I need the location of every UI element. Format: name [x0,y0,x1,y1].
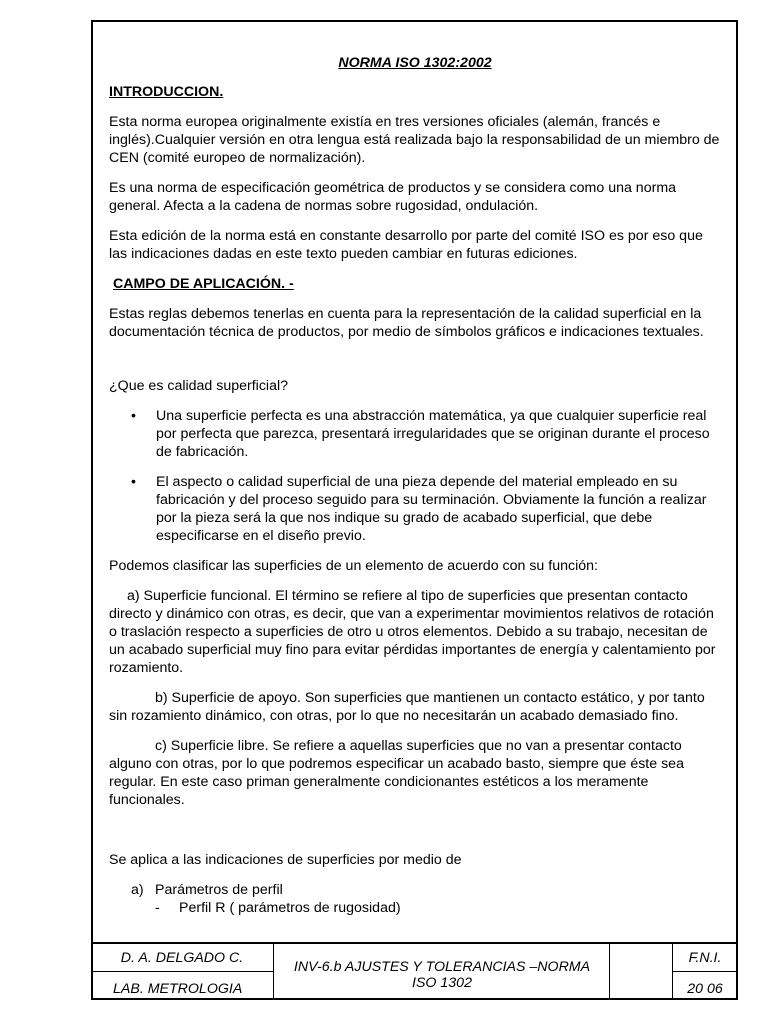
footer-year: 20 06 [687,981,723,997]
footer-divider [672,971,738,972]
spacer [109,821,721,851]
bullet-icon: • [131,474,136,490]
ordered-list-item [109,881,721,899]
calidad-question: ¿Que es calidad superficial? [109,378,289,394]
surface-type-a: a) Superficie funcional. El término se refiere al tipo de superficies que presentan contacto directo y dinámico con otras, es decir, que van a experimentar movimientos relativos de rotación o traslación respecto a superficies de otro u otros elementos. Debido a su trabajo, necesitan de un acabado superficial muy fino para evitar pérdidas importantes de energía y calentamiento por rozamiento. [109,588,716,676]
bullet-icon: • [131,408,136,424]
footer-table [91,942,738,1000]
surface-type-c: c) Superficie libre. Se refiere a aquellas superficies que no van a presentar contacto alguno con otras, por lo que podremos especificar un acabado basto, siempre que éste sea regular. En este caso priman generalmente condicionantes estéticos a los meramente funcionales. [109,738,684,808]
surface-type-b: b) Superficie de apoyo. Son superficies que mantienen un contacto estático, y por tanto sin rozamiento dinámico, con otras, por lo que no necesitarán un acabado demasiado fino. [109,690,705,724]
campo-paragraph: Estas reglas debemos tenerlas en cuenta para la representación de la calidad superficial en la documentación técnica de productos, por medio de símbolos gráficos e indicaciones textuales. [109,306,704,340]
list-item [109,473,721,545]
document-title: NORMA ISO 1302:2002 [338,55,492,71]
sub-list-item [109,899,721,917]
intro-paragraph: Es una norma de especificación geométrica de productos y se considera como una norma general. Afecta a la cadena de normas sobre rugosidad, ondulación. [109,180,677,214]
spacer [109,353,721,377]
intro-paragraph: Esta norma europea originalmente existía en tres versiones oficiales (alemán, francés e inglés).Cualquier versión en otra lengua está realizada bajo la responsabilidad de un miembro de CEN (comité europeo de normalización). [109,114,720,166]
list-marker: - [155,900,160,916]
aplica-intro: Se aplica a las indicaciones de superficies por medio de [109,852,462,868]
intro-paragraph: Esta edición de la norma está en constante desarrollo por parte del comité ISO es por eso que las indicaciones dadas en este texto pueden cambiar en futuras ediciones. [109,228,703,262]
footer-course: INV-6.b AJUSTES Y TOLERANCIAS –NORMA ISO 1302 [293,959,591,991]
bullet-list [109,407,721,545]
list-item-text: Una superficie perfecta es una abstracción matemática, ya que cualquier superficie real por perfecta que parezca, presentará irregularidades que se originan durante el proceso de fabricación. [156,408,710,460]
footer-divider [91,971,273,972]
document-body [109,54,721,917]
list-item-text: Parámetros de perfil [155,882,283,898]
section-heading-campo: CAMPO DE APLICACIÓN. - [113,276,294,292]
list-marker: a) [131,882,144,898]
footer-lab: LAB. METROLOGIA [113,981,243,997]
footer-faculty: F.N.I. [688,950,722,966]
list-item [109,407,721,461]
classify-paragraph: Podemos clasificar las superficies de un elemento de acuerdo con su función: [109,558,598,574]
list-item-text: El aspecto o calidad superficial de una pieza depende del material empleado en su fabricación y del proceso seguido para su terminación. Obviamente la función a realizar por la pieza será la que nos indique su grado de acabado superficial, que debe especificarse en el diseño previo. [156,474,707,544]
footer-divider [609,944,610,1000]
footer-author: D. A. DELGADO C. [120,950,244,966]
footer-divider [273,944,274,1000]
list-item-text: Perfil R ( parámetros de rugosidad) [179,900,401,916]
section-heading-introduccion: INTRODUCCION. [109,84,224,100]
